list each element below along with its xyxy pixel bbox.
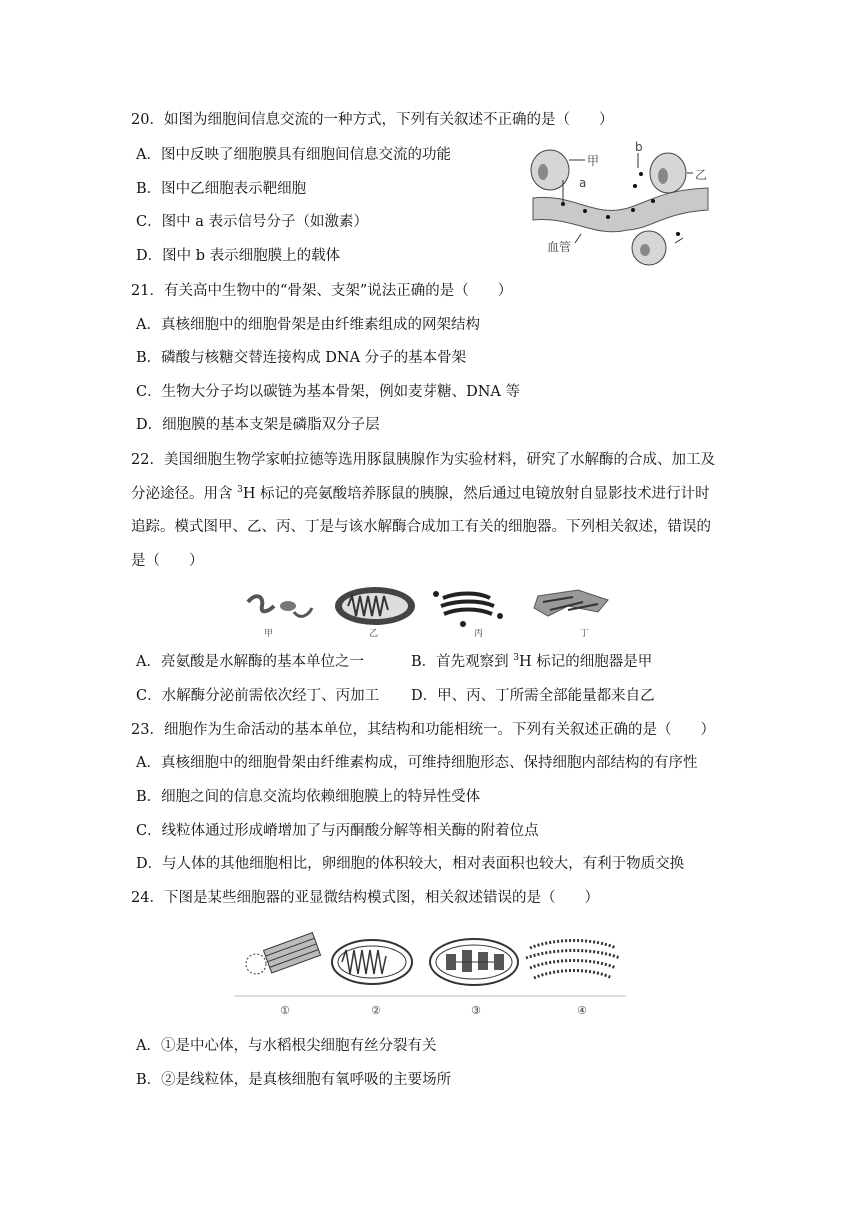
q23-stem: 23．细胞作为生命活动的基本单位，其结构和功能相统一。下列有关叙述正确的是（ ） bbox=[131, 722, 715, 738]
q22-stem-line2: 分泌途径。用含 $^3$H 标记的亮氨酸培养豚鼠的胰腺，然后通过电镜放射自显影技术进行计时 bbox=[131, 485, 710, 502]
label-yi-22: 乙 bbox=[369, 629, 379, 639]
organelles-figure-24 bbox=[234, 930, 626, 1020]
q20-option-b: B．图中乙细胞表示靶细胞 bbox=[136, 181, 307, 197]
label-2: ② bbox=[371, 1004, 381, 1017]
q20-option-c: C．图中 a 表示信号分子（如激素） bbox=[136, 214, 368, 230]
label-jia: 甲 bbox=[587, 154, 600, 168]
q22-option-c: C．水解酶分泌前需依次经丁、丙加工 bbox=[136, 688, 380, 704]
q22-stem-line3: 追踪。模式图甲、乙、丙、丁是与该水解酶合成加工有关的细胞器。下列相关叙述，错误的 bbox=[131, 519, 711, 535]
q23-option-a: A．真核细胞中的细胞骨架由纤维素构成，可维持细胞形态、保持细胞内部结构的有序性 bbox=[136, 755, 698, 771]
q20-option-a: A．图中反映了细胞膜具有细胞间信息交流的功能 bbox=[136, 147, 451, 163]
q22-stem-line4: 是（ ） bbox=[131, 553, 204, 569]
q22-option-d: D．甲、丙、丁所需全部能量都来自乙 bbox=[411, 688, 655, 704]
q21-option-c: C．生物大分子均以碳链为基本骨架，例如麦芽糖、DNA 等 bbox=[136, 384, 520, 400]
q24-option-b: B．②是线粒体，是真核细胞有氧呼吸的主要场所 bbox=[136, 1072, 452, 1088]
label-4: ④ bbox=[577, 1004, 587, 1017]
organelles-figure-22 bbox=[238, 582, 618, 640]
q22-option-b: B．首先观察到 $^3$H 标记的细胞器是甲 bbox=[411, 653, 653, 670]
label-3: ③ bbox=[471, 1004, 481, 1017]
q21-stem: 21．有关高中生物中的“骨架、支架”说法正确的是（ ） bbox=[131, 283, 513, 299]
organelles-diagram-24 bbox=[234, 930, 626, 1020]
label-ding-22: 丁 bbox=[580, 629, 590, 639]
label-1: ① bbox=[280, 1004, 290, 1017]
q23-option-d: D．与人体的其他细胞相比，卵细胞的体积较大，相对表面积也较大，有利于物质交换 bbox=[136, 856, 685, 872]
q20-stem: 20．如图为细胞间信息交流的一种方式，下列有关叙述不正确的是（ ） bbox=[131, 112, 614, 128]
q24-stem: 24．下图是某些细胞器的亚显微结构模式图，相关叙述错误的是（ ） bbox=[131, 890, 599, 906]
q24-option-a: A．①是中心体，与水稻根尖细胞有丝分裂有关 bbox=[136, 1038, 437, 1054]
q22-option-a: A．亮氨酸是水解酶的基本单位之一 bbox=[136, 654, 364, 670]
label-bing-22: 丙 bbox=[474, 629, 484, 639]
cell-signaling-figure bbox=[523, 138, 718, 268]
organelles-diagram-22 bbox=[238, 582, 618, 640]
q23-option-c: C．线粒体通过形成嵴增加了与丙酮酸分解等相关酶的附着位点 bbox=[136, 823, 539, 839]
label-yi: 乙 bbox=[695, 168, 708, 182]
label-jia-22: 甲 bbox=[264, 629, 274, 639]
label-b: b bbox=[635, 140, 643, 154]
label-vessel: 血管 bbox=[547, 240, 572, 254]
q20-option-d: D．图中 b 表示细胞膜上的载体 bbox=[136, 248, 341, 264]
q23-option-b: B．细胞之间的信息交流均依赖细胞膜上的特异性受体 bbox=[136, 789, 481, 805]
q22-stem-line1: 22．美国细胞生物学家帕拉德等选用豚鼠胰腺作为实验材料，研究了水解酶的合成、加工及 bbox=[131, 452, 715, 468]
q21-option-a: A．真核细胞中的细胞骨架是由纤维素组成的网架结构 bbox=[136, 317, 480, 333]
q21-option-d: D．细胞膜的基本支架是磷脂双分子层 bbox=[136, 417, 380, 433]
q21-option-b: B．磷酸与核糖交替连接构成 DNA 分子的基本骨架 bbox=[136, 350, 467, 366]
label-a: a bbox=[579, 176, 587, 190]
